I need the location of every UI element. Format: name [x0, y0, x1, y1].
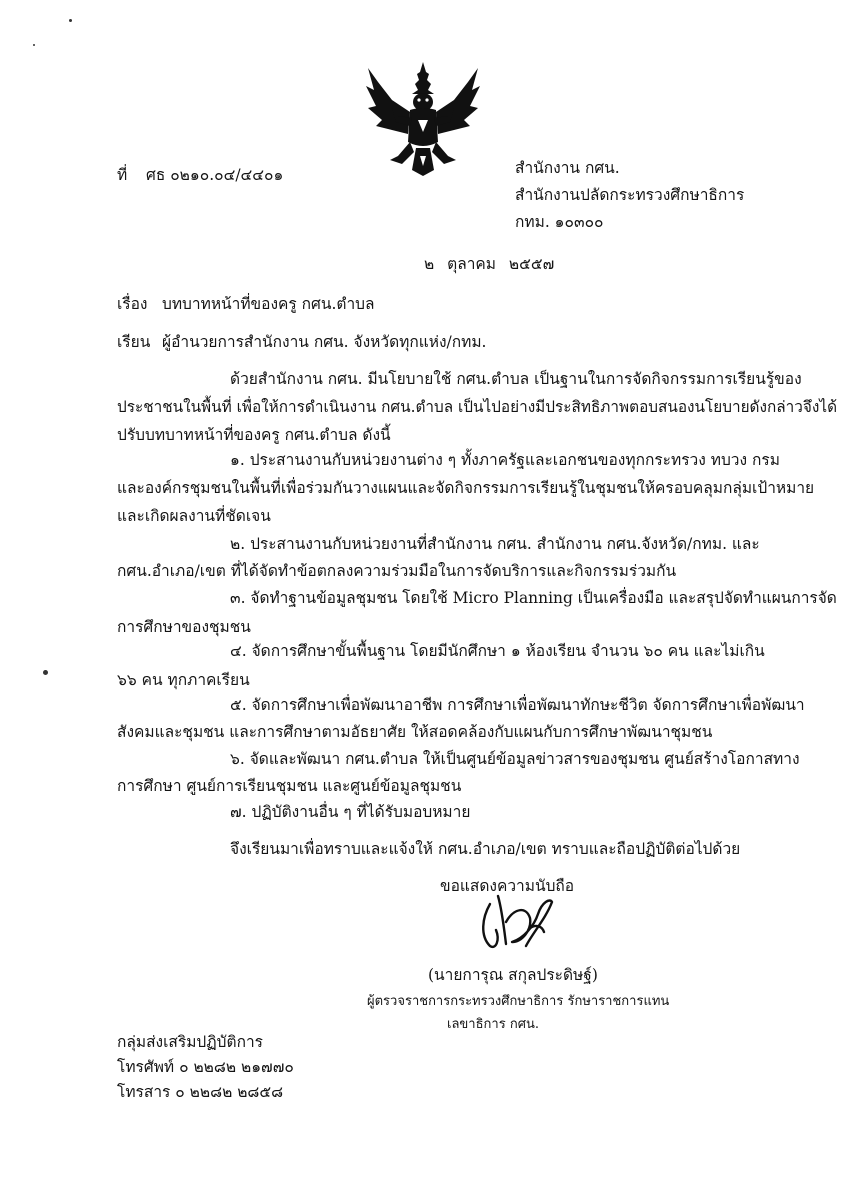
sender-line-1: สำนักงาน กศน.	[515, 159, 620, 177]
footer-phone: โทรศัพท์ ๐ ๒๒๘๒ ๒๑๗๗๐	[117, 1058, 294, 1076]
signatory-title: ผู้ตรวจราชการกระทรวงศึกษาธิการ รักษาราชการแทน	[367, 994, 670, 1009]
sender-line-3: กทม. ๑๐๓๐๐	[515, 213, 604, 231]
scan-speck	[69, 19, 72, 22]
reference-number: ศธ ๐๒๑๐.๐๔/๔๔๐๑	[146, 166, 284, 184]
signatory-title-2: เลขาธิการ กศน.	[447, 1017, 539, 1032]
footer-department: กลุ่มส่งเสริมปฏิบัติการ	[117, 1033, 263, 1051]
sender-line-2: สำนักงานปลัดกระทรวงศึกษาธิการ	[515, 186, 745, 204]
letter-date: ๒ ตุลาคม ๒๕๕๗	[424, 255, 555, 273]
duty-item-3-line: การศึกษาของชุมชน	[117, 618, 251, 636]
duty-item-1-line: และองค์กรชุมชนในพื้นที่เพื่อร่วมกันวางแผนและจัดกิจกรรมการเรียนรู้ในชุมชนให้ครอบคลุมกลุ่มเป้าหมาย	[117, 479, 815, 497]
addressee-label: เรียน	[117, 333, 151, 351]
duty-item-7-line: ๗. ปฏิบัติงานอื่น ๆ ที่ได้รับมอบหมาย	[230, 803, 471, 821]
duty-item-1-line: ๑. ประสานงานกับหน่วยงานต่าง ๆ ทั้งภาครัฐและเอกชนของทุกกระทรวง ทบวง กรม	[230, 451, 780, 469]
footer-fax: โทรสาร ๐ ๒๒๘๒ ๒๘๕๘	[117, 1083, 284, 1101]
duty-item-4-line: ๔. จัดการศึกษาขั้นพื้นฐาน โดยมีนักศึกษา ๑ ห้องเรียน จำนวน ๖๐ คน และไม่เกิน	[230, 642, 765, 660]
complimentary-close: ขอแสดงความนับถือ	[440, 877, 575, 895]
handwritten-signature	[472, 888, 562, 954]
duty-item-5-line: สังคมและชุมชน และการศึกษาตามอัธยาศัย ให้สอดคล้องกับแผนกับการศึกษาพัฒนาชุมชน	[117, 723, 713, 741]
duty-item-4-line: ๖๖ คน ทุกภาคเรียน	[117, 671, 250, 689]
body-paragraph-line: ประชาชนในพื้นที่ เพื่อให้การดำเนินงาน กศน.ตำบล เป็นไปอย่างมีประสิทธิภาพตอบสนองนโยบายดังกล่าวจึงได้	[117, 398, 838, 416]
duty-item-2-line: กศน.อำเภอ/เขต ที่ได้จัดทำข้อตกลงความร่วมมือในการจัดบริการและกิจกรรมร่วมกัน	[117, 562, 677, 580]
duty-item-2-line: ๒. ประสานงานกับหน่วยงานที่สำนักงาน กศน. สำนักงาน กศน.จังหวัด/กทม. และ	[230, 535, 760, 553]
signatory-name: (นายการุณ สกุลประดิษฐ์)	[428, 966, 598, 984]
duty-item-5-line: ๕. จัดการศึกษาเพื่อพัฒนาอาชีพ การศึกษาเพื่อพัฒนาทักษะชีวิต จัดการศึกษาเพื่อพัฒนา	[230, 696, 805, 714]
closing-request: จึงเรียนมาเพื่อทราบและแจ้งให้ กศน.อำเภอ/เขต ทราบและถือปฏิบัติต่อไปด้วย	[230, 840, 741, 858]
subject-label: เรื่อง	[117, 295, 148, 313]
subject-text: บทบาทหน้าที่ของครู กศน.ตำบล	[162, 295, 375, 313]
duty-item-3-line: ๓. จัดทำฐานข้อมูลชุมชน โดยใช้ Micro Planning เป็นเครื่องมือ และสรุปจัดทำแผนการจัด	[230, 589, 837, 607]
scan-speck	[43, 670, 48, 675]
garuda-emblem-icon	[362, 60, 484, 178]
duty-item-1-line: และเกิดผลงานที่ชัดเจน	[117, 507, 271, 525]
body-paragraph-line: ปรับบทบาทหน้าที่ของครู กศน.ตำบล ดังนี้	[117, 426, 391, 444]
addressee-text: ผู้อำนวยการสำนักงาน กศน. จังหวัดทุกแห่ง/กทม.	[162, 333, 487, 351]
body-paragraph-line: ด้วยสำนักงาน กศน. มีนโยบายใช้ กศน.ตำบล เป็นฐานในการจัดกิจกรรมการเรียนรู้ของ	[230, 370, 802, 388]
duty-item-6-line: ๖. จัดและพัฒนา กศน.ตำบล ให้เป็นศูนย์ข้อมูลข่าวสารของชุมชน ศูนย์สร้างโอกาสทาง	[230, 750, 800, 768]
duty-item-6-line: การศึกษา ศูนย์การเรียนชุมชน และศูนย์ข้อมูลชุมชน	[117, 777, 462, 795]
scan-speck	[33, 44, 35, 46]
reference-label: ที่	[117, 166, 128, 184]
